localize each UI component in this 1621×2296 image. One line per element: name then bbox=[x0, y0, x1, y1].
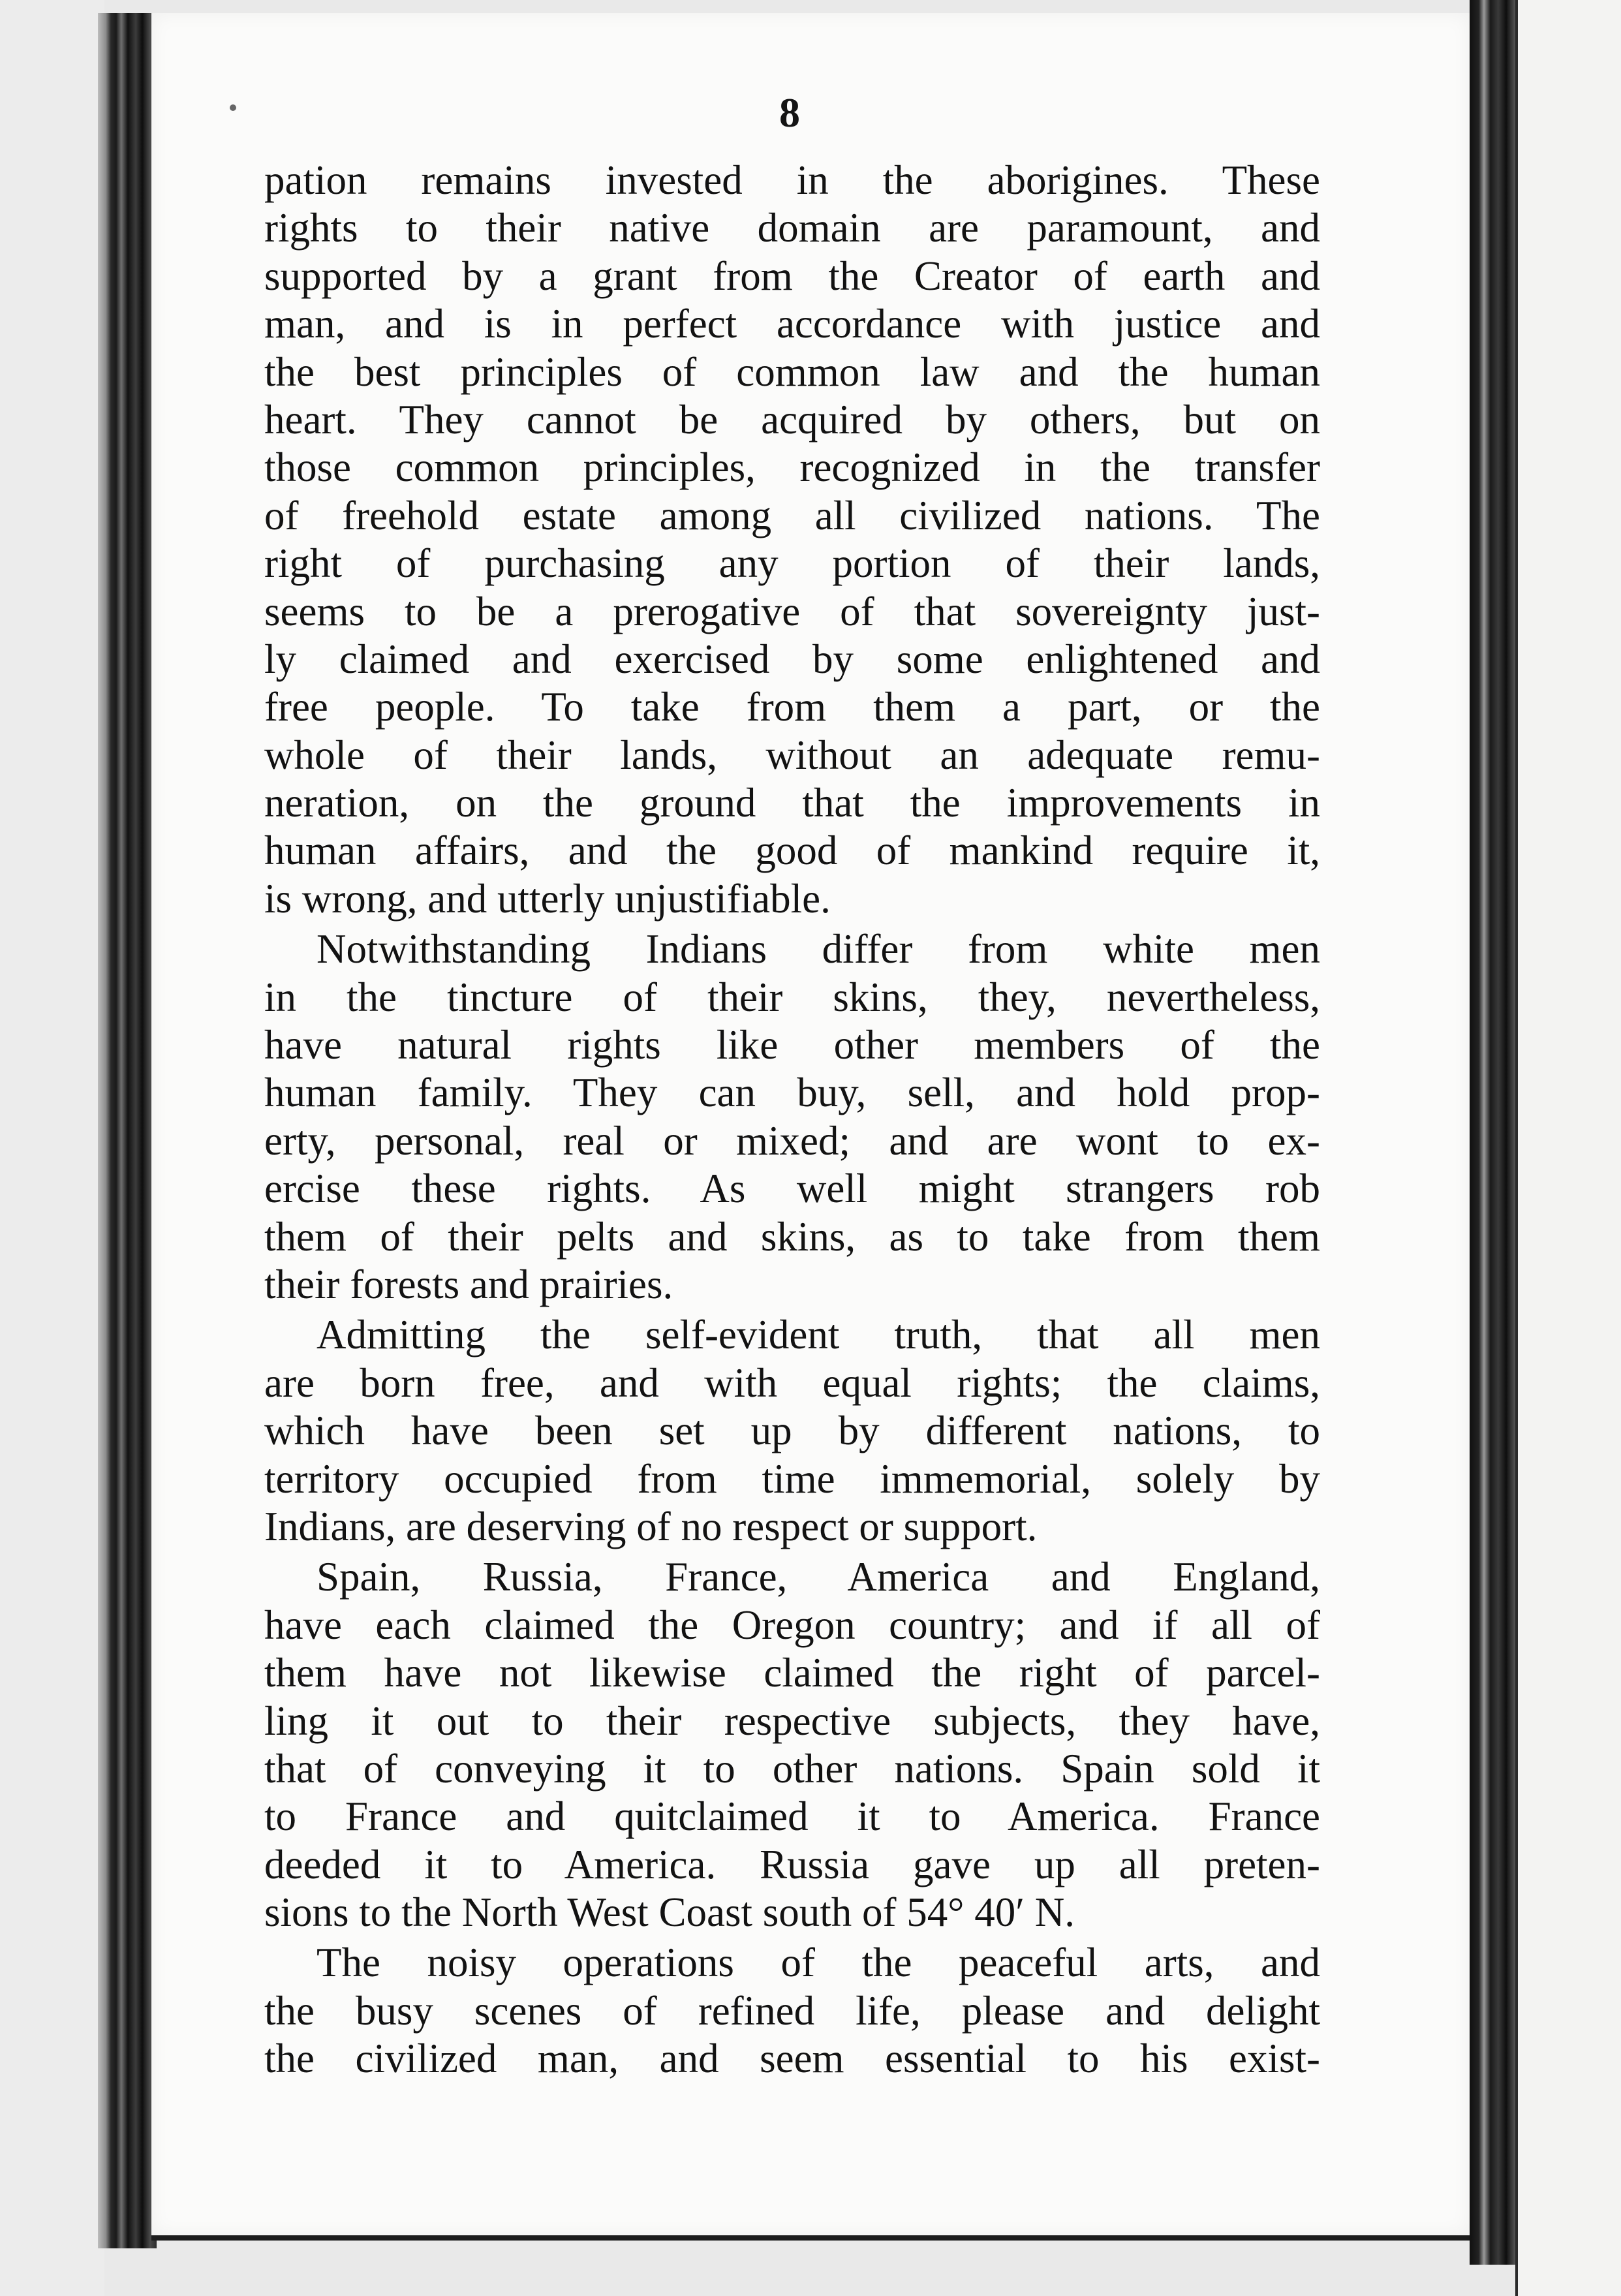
text-line: human affairs, and the good of mankind require it, bbox=[264, 828, 1320, 874]
text-line: whole of their lands, without an adequate remu- bbox=[264, 732, 1320, 778]
text-line: seems to be a prerogative of that sovereignty just- bbox=[264, 588, 1320, 634]
text-line: rights to their native domain are paramount, and bbox=[264, 205, 1320, 251]
text-line: supported by a grant from the Creator of earth and bbox=[264, 253, 1320, 299]
text-line: ly claimed and exercised by some enlightened and bbox=[264, 636, 1320, 682]
page-number: 8 bbox=[779, 89, 800, 136]
text-line: that of conveying it to other nations. Spain sold it bbox=[264, 1745, 1320, 1792]
page-edge bbox=[1470, 0, 1515, 2265]
text-line: pation remains invested in the aborigines. These bbox=[264, 157, 1320, 203]
text-line: Indians, are deserving of no respect or support. bbox=[264, 1503, 1038, 1549]
text-line: ercise these rights. As well might strangers rob bbox=[264, 1166, 1320, 1212]
text-line: human family. They can buy, sell, and hold prop- bbox=[264, 1070, 1320, 1116]
text-line: right of purchasing any portion of their lands, bbox=[264, 540, 1320, 587]
text-line: the best principles of common law and the human bbox=[264, 349, 1320, 395]
text-line: which have been set up by different nations, to bbox=[264, 1408, 1320, 1454]
text-line: territory occupied from time immemorial, solely by bbox=[264, 1455, 1320, 1502]
text-line: The noisy operations of the peaceful arts, and bbox=[316, 1940, 1320, 1986]
text-line: ling it out to their respective subjects, they have, bbox=[264, 1698, 1320, 1744]
text-line: of freehold estate among all civilized nations. The bbox=[264, 492, 1320, 538]
text-line: are born free, and with equal rights; the claims, bbox=[264, 1359, 1320, 1406]
text-line: them have not likewise claimed the right of parcel- bbox=[264, 1650, 1320, 1696]
scan-backdrop bbox=[0, 0, 104, 2296]
text-line: Notwithstanding Indians differ from white men bbox=[316, 926, 1320, 972]
text-line: Spain, Russia, France, America and England, bbox=[316, 1554, 1320, 1600]
text-line: the busy scenes of refined life, please and delight bbox=[264, 1987, 1320, 2034]
text-line: have natural rights like other members of the bbox=[264, 1022, 1320, 1068]
body-text bbox=[264, 157, 1320, 2083]
text-line: sions to the North West Coast south of 54° 40′ N. bbox=[264, 1889, 1075, 1936]
text-line: those common principles, recognized in the transfer bbox=[264, 444, 1320, 491]
text-line: have each claimed the Oregon country; and if all of bbox=[264, 1602, 1320, 1648]
text-line: erty, personal, real or mixed; and are wont to ex- bbox=[264, 1117, 1320, 1164]
text-line: them of their pelts and skins, as to take from them bbox=[264, 1213, 1320, 1260]
text-line: man, and is in perfect accordance with justice and bbox=[264, 301, 1320, 347]
text-line: deeded it to America. Russia gave up all preten- bbox=[264, 1841, 1320, 1887]
adjacent-page bbox=[1515, 0, 1621, 2296]
text-line: heart. They cannot be acquired by others, but on bbox=[264, 396, 1320, 442]
text-line: Admitting the self-evident truth, that all men bbox=[316, 1312, 1320, 1358]
book-spine bbox=[98, 13, 157, 2248]
text-line: their forests and prairies. bbox=[264, 1261, 673, 1307]
text-line: free people. To take from them a part, or the bbox=[264, 684, 1320, 730]
text-line: to France and quitclaimed it to America. France bbox=[264, 1793, 1320, 1840]
paper-speck bbox=[230, 104, 236, 111]
text-line: is wrong, and utterly unjustifiable. bbox=[264, 875, 831, 922]
text-line: neration, on the ground that the improvements in bbox=[264, 780, 1320, 826]
text-line: in the tincture of their skins, they, nevertheless, bbox=[264, 974, 1320, 1020]
text-line: the civilized man, and seem essential to his exist- bbox=[264, 2036, 1320, 2082]
